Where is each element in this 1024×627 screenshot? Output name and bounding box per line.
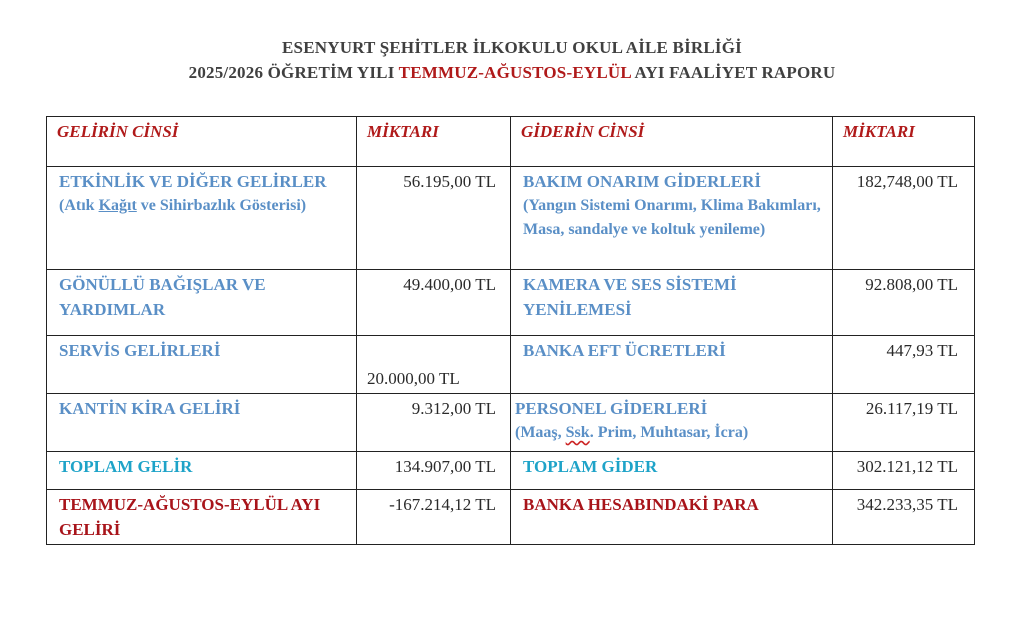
expense-amount-cell: 447,93 TL xyxy=(833,336,975,394)
report-title-line2 xyxy=(0,63,1024,83)
table-header-row xyxy=(47,117,975,167)
income-amount-cell: 9.312,00 TL xyxy=(357,394,511,452)
expense-amount-cell: 182,748,00 TL xyxy=(833,167,975,270)
bank-balance-amount: 342.233,35 TL xyxy=(833,490,975,545)
expense-amount-cell: 92.808,00 TL xyxy=(833,270,975,336)
expense-label: PERSONEL GİDERLERİ xyxy=(515,399,708,418)
income-note-part: (Atık xyxy=(59,197,99,214)
expense-type-cell xyxy=(511,167,833,270)
expense-type-cell: BANKA EFT ÜCRETLERİ xyxy=(511,336,833,394)
income-note xyxy=(59,194,352,218)
expense-type-header: GİDERİN CİNSİ xyxy=(511,117,833,167)
income-label: ETKİNLİK VE DİĞER GELİRLER xyxy=(59,172,327,191)
total-income-label: TOPLAM GELİR xyxy=(47,452,357,490)
total-income-amount: 134.907,00 TL xyxy=(357,452,511,490)
table-row xyxy=(47,167,975,270)
income-type-header: GELİRİN CİNSİ xyxy=(47,117,357,167)
income-amount-cell: 20.000,00 TL xyxy=(357,336,511,394)
expense-note: (Yangın Sistemi Onarımı, Klima Bakımları, Masa, sandalye ve koltuk yenileme) xyxy=(523,197,821,238)
income-type-cell: KANTİN KİRA GELİRİ xyxy=(47,394,357,452)
income-amount-cell: 56.195,00 TL xyxy=(357,167,511,270)
table-row-summary xyxy=(47,490,975,545)
expense-type-cell: KAMERA VE SES SİSTEMİ YENİLEMESİ xyxy=(511,270,833,336)
expense-label: BAKIM ONARIM GİDERLERİ xyxy=(523,172,762,191)
activity-report-table xyxy=(46,116,975,545)
expense-note xyxy=(515,421,828,445)
expense-note-flagged: Ssk xyxy=(565,424,590,441)
income-type-cell: SERVİS GELİRLERİ xyxy=(47,336,357,394)
income-type-cell xyxy=(47,167,357,270)
report-title-line1: ESENYURT ŞEHİTLER İLKOKULU OKUL AİLE BİRLİĞİ xyxy=(282,38,742,57)
table-row-total xyxy=(47,452,975,490)
income-amount-header: MİKTARI xyxy=(357,117,511,167)
title-period: TEMMUZ-AĞUSTOS-EYLÜL xyxy=(398,63,631,82)
period-income-label: TEMMUZ-AĞUSTOS-EYLÜL AYI GELİRİ xyxy=(47,490,357,545)
title-prefix: 2025/2026 ÖĞRETİM YILI xyxy=(188,63,399,82)
total-expense-label: TOPLAM GİDER xyxy=(511,452,833,490)
income-type-cell: GÖNÜLLÜ BAĞIŞLAR VE YARDIMLAR xyxy=(47,270,357,336)
income-note-part: ve Sihirbazlık Gösterisi) xyxy=(136,197,307,214)
table-row xyxy=(47,270,975,336)
table-row xyxy=(47,394,975,452)
title-suffix: AYI FAALİYET RAPORU xyxy=(630,63,836,82)
expense-note-part: . Prim, Muhtasar, İcra) xyxy=(589,424,749,441)
table-row xyxy=(47,336,975,394)
income-amount-cell: 49.400,00 TL xyxy=(357,270,511,336)
expense-note-part: (Maaş, xyxy=(515,424,566,441)
total-expense-amount: 302.121,12 TL xyxy=(833,452,975,490)
expense-amount-header: MİKTARI xyxy=(833,117,975,167)
expense-type-cell xyxy=(511,394,833,452)
expense-amount-cell: 26.117,19 TL xyxy=(833,394,975,452)
period-income-amount: -167.214,12 TL xyxy=(357,490,511,545)
income-note-underlined: Kağıt xyxy=(98,197,137,214)
bank-balance-label: BANKA HESABINDAKİ PARA xyxy=(511,490,833,545)
